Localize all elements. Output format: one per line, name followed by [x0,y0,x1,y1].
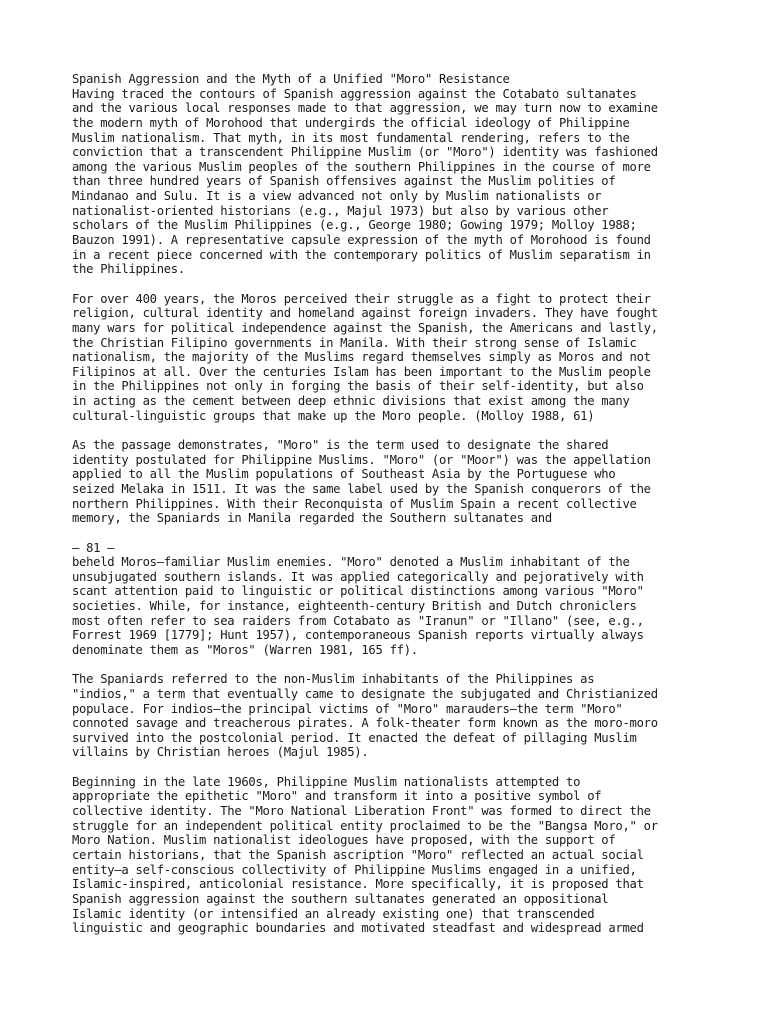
text-line: most often refer to sea raiders from Cotabato as "Iranun" or "Illano" (see, e.g., [72,613,644,628]
text-line: identity postulated for Philippine Muslims. "Moro" (or "Moor") was the appellation [72,452,651,467]
text-line: struggle for an independent political entity proclaimed to be the "Bangsa Moro," or [72,818,658,833]
text-line: Spanish aggression against the southern sultanates generated an oppositional [72,891,609,906]
text-line: collective identity. The "Moro National Liberation Front" was formed to direct the [72,804,651,819]
text-line: than three hundred years of Spanish offensives against the Muslim polities of [72,174,616,189]
text-line: scholars of the Muslim Philippines (e.g., George 1980; Gowing 1979; Molloy 1988; [72,218,637,233]
text-line: Bauzon 1991). A representative capsule expression of the myth of Morohood is found [72,233,651,248]
continued-paragraph [72,775,712,936]
text-line: Forrest 1969 [1779]; Hunt 1957), contemporaneous Spanish reports virtually always [72,628,644,643]
text-line: memory, the Spaniards in Manila regarded the Southern sultanates and [72,511,552,526]
text-line: Filipinos at all. Over the centuries Islam has been important to the Muslim people [72,364,651,379]
continued-paragraph [72,672,712,760]
paragraphs-before-page-break [72,87,712,541]
page-number-marker: — 81 — [72,540,115,555]
body-paragraph [72,292,712,424]
text-line: in the Philippines not only in forging the basis of their self-identity, but also [72,379,644,394]
paragraph-gap [72,423,712,438]
text-line: nationalist-oriented historians (e.g., Majul 1973) but also by various other [72,203,609,218]
text-line: villains by Christian heroes (Majul 1985). [72,745,369,760]
text-line: Islamic identity (or intensified an already existing one) that transcended [72,906,595,921]
text-line: Having traced the contours of Spanish aggression against the Cotabato sultanates [72,86,637,101]
text-line: nationalism, the majority of the Muslims regard themselves simply as Moros and not [72,350,651,365]
text-line: "indios," a term that eventually came to designate the subjugated and Christianized [72,686,658,701]
paragraph-gap [72,760,712,775]
body-paragraph [72,87,712,277]
text-line: populace. For indios—the principal victims of "Moro" marauders—the term "Moro" [72,701,623,716]
text-line: As the passage demonstrates, "Moro" is the term used to designate the shared [72,438,609,453]
text-line: certain historians, that the Spanish ascription "Moro" reflected an actual social [72,847,644,862]
text-line: religion, cultural identity and homeland against foreign invaders. They have fought [72,306,658,321]
text-line: conviction that a transcendent Philippine Muslim (or "Moro") identity was fashioned [72,145,658,160]
section-title: Spanish Aggression and the Myth of a Unified "Moro" Resistance [72,72,510,86]
text-line: seized Melaka in 1511. It was the same label used by the Spanish conquerors of the [72,481,651,496]
body-paragraph [72,438,712,526]
text-line: northern Philippines. With their Reconquista of Muslim Spain a recent collective [72,496,637,511]
text-line: Moro Nation. Muslim nationalist ideologues have proposed, with the support of [72,833,616,848]
paragraph-gap [72,277,712,292]
text-line: Beginning in the late 1960s, Philippine Muslim nationalists attempted to [72,774,581,789]
text-line: beheld Moros—familiar Muslim enemies. "Moro" denoted a Muslim inhabitant of the [72,555,630,570]
text-line: unsubjugated southern islands. It was applied categorically and pejoratively with [72,569,644,584]
text-line: appropriate the epithetic "Moro" and transform it into a positive symbol of [72,789,602,804]
text-line: in a recent piece concerned with the contemporary politics of Muslim separatism in [72,247,651,262]
paragraphs-after-page-break [72,555,712,936]
text-line: entity—a self-conscious collectivity of Philippine Muslims engaged in a unified, [72,862,637,877]
text-line: The Spaniards referred to the non-Muslim inhabitants of the Philippines as [72,672,595,687]
text-line: societies. While, for instance, eighteenth-century British and Dutch chroniclers [72,599,637,614]
text-line: the Philippines. [72,262,185,277]
text-line: and the various local responses made to that aggression, we may turn now to examine [72,101,658,116]
text-line: linguistic and geographic boundaries and motivated steadfast and widespread armed [72,921,644,936]
continued-paragraph [72,555,712,657]
text-line: applied to all the Muslim populations of Southeast Asia by the Portuguese who [72,467,616,482]
text-line: in acting as the cement between deep ethnic divisions that exist among the many [72,394,630,409]
document-page [72,72,712,936]
text-line: Muslim nationalism. That myth, in its most fundamental rendering, refers to the [72,130,630,145]
text-line: Mindanao and Sulu. It is a view advanced not only by Muslim nationalists or [72,189,602,204]
text-line: among the various Muslim peoples of the southern Philippines in the course of more [72,159,651,174]
text-line: survived into the postcolonial period. It enacted the defeat of pillaging Muslim [72,730,637,745]
text-line: cultural-linguistic groups that make up the Moro people. (Molloy 1988, 61) [72,408,595,423]
text-line: Islamic-inspired, anticolonial resistance. More specifically, it is proposed that [72,877,644,892]
text-line: the modern myth of Morohood that undergirds the official ideology of Philippine [72,115,630,130]
paragraph-gap [72,658,712,673]
text-line: connoted savage and treacherous pirates. A folk-theater form known as the moro-moro [72,716,658,731]
text-line: many wars for political independence against the Spanish, the Americans and lastly, [72,320,658,335]
text-line: the Christian Filipino governments in Manila. With their strong sense of Islamic [72,335,637,350]
paragraph-gap [72,526,712,541]
text-line: For over 400 years, the Moros perceived their struggle as a fight to protect their [72,291,651,306]
text-line: denominate them as "Moros" (Warren 1981, 165 ff). [72,642,418,657]
text-line: scant attention paid to linguistic or political distinctions among various "Moro" [72,584,644,599]
